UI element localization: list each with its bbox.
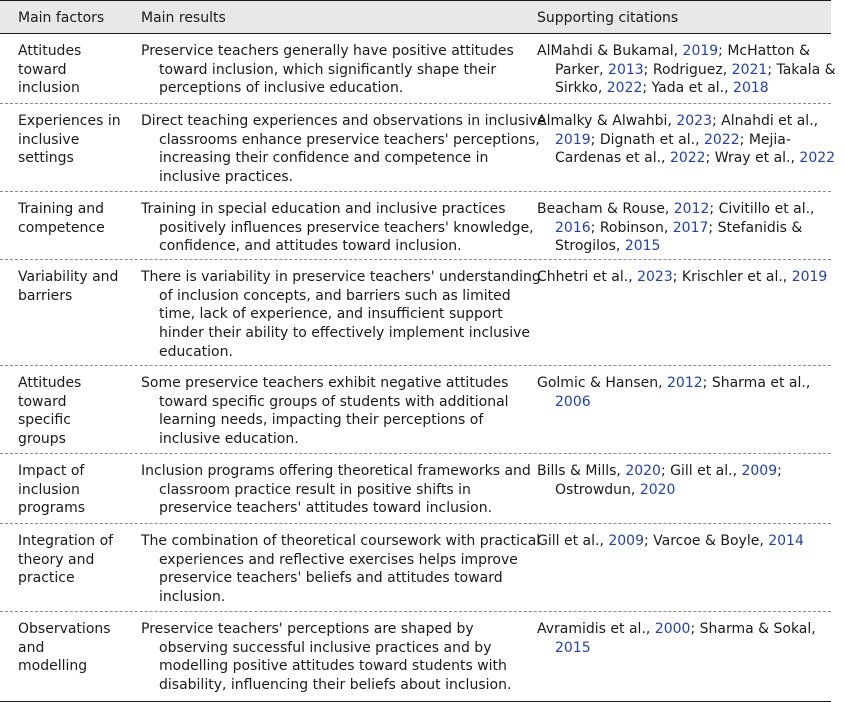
factor-line: Attitudes bbox=[18, 375, 82, 391]
header-factors: Main factors bbox=[18, 10, 105, 26]
factor-line: toward bbox=[18, 61, 67, 78]
result-cell: There is variability in preservice teachers' understanding of inclusion concepts, and barriers such as limited time, lack of experience, and insufficient support hinder their ability to effectively implement inclusive education. bbox=[141, 269, 541, 360]
citation-authors: Avramidis et al., bbox=[537, 621, 655, 637]
citations-cell bbox=[537, 112, 845, 168]
citations-cell bbox=[537, 268, 845, 287]
factor-line: Integration of bbox=[18, 533, 114, 549]
citation-year-link[interactable]: 2023 bbox=[637, 269, 673, 285]
citation-separator: ; bbox=[708, 219, 718, 236]
result-cell: Some preservice teachers exhibit negative attitudes toward specific groups of students with additional learning needs, impacting their perceptions of inclusive education. bbox=[141, 375, 509, 448]
citation-separator: ; bbox=[660, 463, 671, 479]
citation-authors: Almalky & Alwahbi, bbox=[537, 113, 677, 129]
factor-line: groups bbox=[18, 431, 66, 448]
citation bbox=[537, 621, 700, 637]
factor-cell bbox=[18, 462, 126, 518]
citation-year-link[interactable]: 2019 bbox=[555, 131, 591, 148]
factor-line: practice bbox=[18, 570, 75, 587]
citations-cell bbox=[537, 462, 845, 499]
header-citations: Supporting citations bbox=[537, 10, 679, 26]
factor-line: Training and bbox=[18, 201, 105, 217]
citations-cell bbox=[537, 620, 845, 657]
citation-separator: ; bbox=[709, 201, 719, 217]
citation-authors: Civitillo et al., bbox=[718, 201, 815, 217]
factor-line: barriers bbox=[18, 287, 73, 304]
citation-year-link[interactable]: 2009 bbox=[608, 533, 644, 549]
citation-separator: ; bbox=[643, 61, 653, 78]
citation bbox=[653, 533, 804, 549]
citation-year-link[interactable]: 2012 bbox=[667, 375, 703, 391]
result-cell: Preservice teachers' perceptions are shaped by observing successful inclusive practices and by modelling positive attitudes toward students with disability, influencing their beliefs about inclusion. bbox=[141, 621, 512, 694]
citation-authors: Dignath et al., bbox=[599, 131, 705, 148]
result-cell: Training in special education and inclusive practices positively influences preservice teachers' knowledge, confidence, and attitudes toward inclusion. bbox=[141, 201, 534, 255]
citation-separator: ; bbox=[642, 80, 652, 97]
citation-year-link[interactable]: 2023 bbox=[676, 113, 712, 129]
factor-line: specific bbox=[18, 412, 71, 429]
citation-year-link[interactable]: 2022 bbox=[669, 150, 706, 167]
factor-line: inclusion bbox=[18, 80, 80, 97]
citation bbox=[682, 269, 827, 285]
citations-cell bbox=[537, 42, 845, 98]
table-row bbox=[0, 454, 831, 524]
citation bbox=[537, 113, 721, 129]
citation bbox=[537, 201, 719, 217]
factor-cell bbox=[18, 112, 126, 168]
citation-authors: Robinson, bbox=[599, 219, 673, 236]
citation bbox=[600, 220, 718, 236]
citation-separator: ; bbox=[643, 533, 654, 549]
citation-authors: Golmic & Hansen, bbox=[537, 375, 668, 391]
citation bbox=[537, 463, 670, 479]
citation-year-link[interactable]: 2017 bbox=[672, 219, 709, 236]
table-row bbox=[0, 366, 831, 454]
citation bbox=[652, 80, 769, 96]
factor-cell bbox=[18, 374, 126, 449]
citation-year-link[interactable]: 2009 bbox=[741, 463, 778, 479]
factor-cell bbox=[18, 200, 126, 237]
citation bbox=[600, 132, 749, 148]
citation-authors: Gill et al., bbox=[537, 533, 609, 549]
citation-year-link[interactable]: 2000 bbox=[654, 621, 691, 637]
citation bbox=[537, 375, 712, 391]
citation-separator: ; bbox=[767, 61, 777, 78]
citation-separator: ; bbox=[718, 43, 728, 59]
citation-year-link[interactable]: 2018 bbox=[733, 80, 769, 97]
citation-authors: Stefanidis & Strogilos, bbox=[555, 219, 803, 255]
table-row bbox=[0, 260, 831, 366]
factor-cell bbox=[18, 532, 126, 588]
factor-cell bbox=[18, 620, 126, 676]
citation-year-link[interactable]: 2022 bbox=[704, 131, 740, 148]
factor-line: Attitudes bbox=[18, 43, 82, 59]
citation-separator: ; bbox=[702, 375, 712, 391]
citation-year-link[interactable]: 2022 bbox=[799, 150, 836, 167]
citation-year-link[interactable]: 2022 bbox=[606, 80, 643, 97]
citation-year-link[interactable]: 2020 bbox=[639, 481, 676, 498]
citation-authors: Rodriguez, bbox=[652, 61, 732, 78]
citation bbox=[537, 43, 727, 59]
result-cell: Preservice teachers generally have positive attitudes toward inclusion, which significantly shape their perceptions of inclusive education. bbox=[141, 43, 514, 97]
citation bbox=[653, 62, 777, 78]
factor-line: programs bbox=[18, 500, 86, 517]
citation-year-link[interactable]: 2021 bbox=[731, 61, 768, 78]
factor-line: Experiences in bbox=[18, 113, 121, 129]
header-results: Main results bbox=[141, 10, 226, 26]
citation-authors: Yada et al., bbox=[651, 80, 734, 97]
citations-cell bbox=[537, 374, 845, 411]
citation-separator: ; bbox=[690, 621, 700, 637]
citation-year-link[interactable]: 2020 bbox=[625, 463, 661, 479]
table-row bbox=[0, 612, 831, 702]
citation-year-link[interactable]: 2015 bbox=[555, 639, 591, 656]
factor-line: Observations bbox=[18, 621, 111, 637]
factor-line: toward bbox=[18, 393, 67, 410]
factor-line: settings bbox=[18, 150, 74, 167]
citation-authors: Ostrowdun, bbox=[555, 481, 640, 498]
citation-separator: ; bbox=[739, 131, 749, 148]
table-header bbox=[0, 0, 831, 34]
result-cell: Inclusion programs offering theoretical frameworks and classroom practice result in positive shifts in preservice teachers' attitudes toward inclusion. bbox=[141, 463, 531, 517]
factor-line: theory and bbox=[18, 551, 95, 568]
citation bbox=[715, 150, 835, 166]
citation-separator: ; bbox=[777, 463, 782, 479]
citation bbox=[670, 463, 782, 479]
citation-authors: Wray et al., bbox=[714, 150, 800, 167]
factor-cell bbox=[18, 42, 126, 98]
citation-year-link[interactable]: 2014 bbox=[768, 533, 804, 549]
table-row bbox=[0, 34, 836, 104]
citation-authors: Takala & Sirkko, bbox=[555, 61, 836, 97]
table-row bbox=[0, 104, 836, 192]
citation-separator: ; bbox=[590, 219, 600, 236]
citation-authors: Sharma et al., bbox=[711, 375, 811, 391]
citations-cell bbox=[537, 200, 845, 256]
factor-line: Variability and bbox=[18, 269, 119, 285]
citation-year-link[interactable]: 2013 bbox=[608, 61, 644, 78]
factor-line: inclusive bbox=[18, 131, 80, 148]
citation bbox=[537, 269, 682, 285]
factor-line: and bbox=[18, 639, 45, 656]
citation bbox=[537, 533, 653, 549]
citation bbox=[555, 482, 675, 498]
citation-separator: ; bbox=[590, 131, 600, 148]
citations-cell bbox=[537, 532, 845, 551]
citation-separator: ; bbox=[672, 269, 682, 285]
citation-year-link[interactable]: 2006 bbox=[555, 393, 591, 410]
table-row bbox=[0, 192, 831, 260]
citation-authors: Chhetri et al., bbox=[537, 269, 638, 285]
factor-cell bbox=[18, 268, 126, 305]
citation-authors: AlMahdi & Bukamal, bbox=[537, 43, 683, 59]
result-cell: Direct teaching experiences and observations in inclusive classrooms enhance preservice teachers' perceptions, increasing their confidence and competence in inclusive practices. bbox=[141, 113, 546, 186]
citation-authors: Alnahdi et al., bbox=[721, 113, 819, 129]
citation-year-link[interactable]: 2015 bbox=[624, 238, 661, 255]
citation-separator: ; bbox=[711, 113, 722, 129]
citation-year-link[interactable]: 2019 bbox=[791, 269, 828, 285]
citation-authors: Beacham & Rouse, bbox=[537, 201, 674, 217]
factor-line: Impact of bbox=[18, 463, 85, 479]
citation-authors: McHatton & Parker, bbox=[555, 43, 811, 78]
citation-year-link[interactable]: 2016 bbox=[555, 219, 591, 236]
result-cell: The combination of theoretical coursework with practical experiences and reflective exercises helps improve preservice teachers' beliefs and attitudes toward inclusion. bbox=[141, 533, 541, 606]
factor-line: competence bbox=[18, 219, 105, 236]
citation-authors: Varcoe & Boyle, bbox=[653, 533, 769, 549]
factor-line: modelling bbox=[18, 658, 88, 675]
factor-line: inclusion bbox=[18, 481, 80, 498]
citation-authors: Bills & Mills, bbox=[537, 463, 626, 479]
citation-authors: Mejia-Cardenas et al., bbox=[555, 131, 791, 167]
table-body bbox=[0, 34, 836, 702]
citation-year-link[interactable]: 2012 bbox=[673, 201, 710, 217]
citation-authors: Gill et al., bbox=[670, 463, 742, 479]
citation-authors: Sharma & Sokal, bbox=[699, 621, 816, 637]
table-row bbox=[0, 524, 831, 612]
citation-authors: Krischler et al., bbox=[681, 269, 792, 285]
citation-year-link[interactable]: 2019 bbox=[682, 43, 719, 59]
citation-separator: ; bbox=[705, 150, 715, 167]
